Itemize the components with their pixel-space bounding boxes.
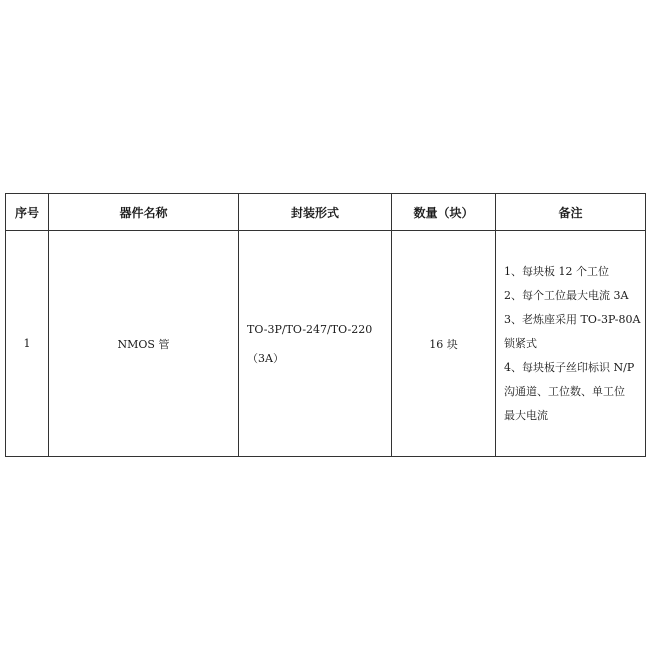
remark-line: 沟通道、工位数、单工位 [504, 384, 625, 398]
remark-line: 最大电流 [504, 408, 548, 422]
package-line: TO-3P/TO-247/TO-220 [247, 322, 373, 336]
cell-device-name: NMOS 管 [49, 231, 239, 457]
header-quantity: 数量（块） [392, 194, 496, 231]
remark-line: 2、每个工位最大电流 3A [504, 288, 629, 302]
remark-line: 锁紧式 [504, 336, 537, 350]
package-line: （3A） [247, 351, 284, 365]
header-package: 封装形式 [239, 194, 392, 231]
remark-line: 3、老炼座采用 TO-3P-80A [504, 312, 641, 326]
header-device-name: 器件名称 [49, 194, 239, 231]
header-remarks: 备注 [496, 194, 646, 231]
cell-index: 1 [6, 231, 49, 457]
header-index: 序号 [6, 194, 49, 231]
remark-line: 1、每块板 12 个工位 [504, 264, 609, 278]
cell-quantity: 16 块 [392, 231, 496, 457]
header-row [6, 194, 646, 231]
table-row [6, 231, 646, 457]
spec-table [5, 193, 646, 457]
cell-package [239, 231, 392, 457]
cell-remarks [496, 231, 646, 457]
remark-line: 4、每块板子丝印标识 N/P [504, 360, 635, 374]
